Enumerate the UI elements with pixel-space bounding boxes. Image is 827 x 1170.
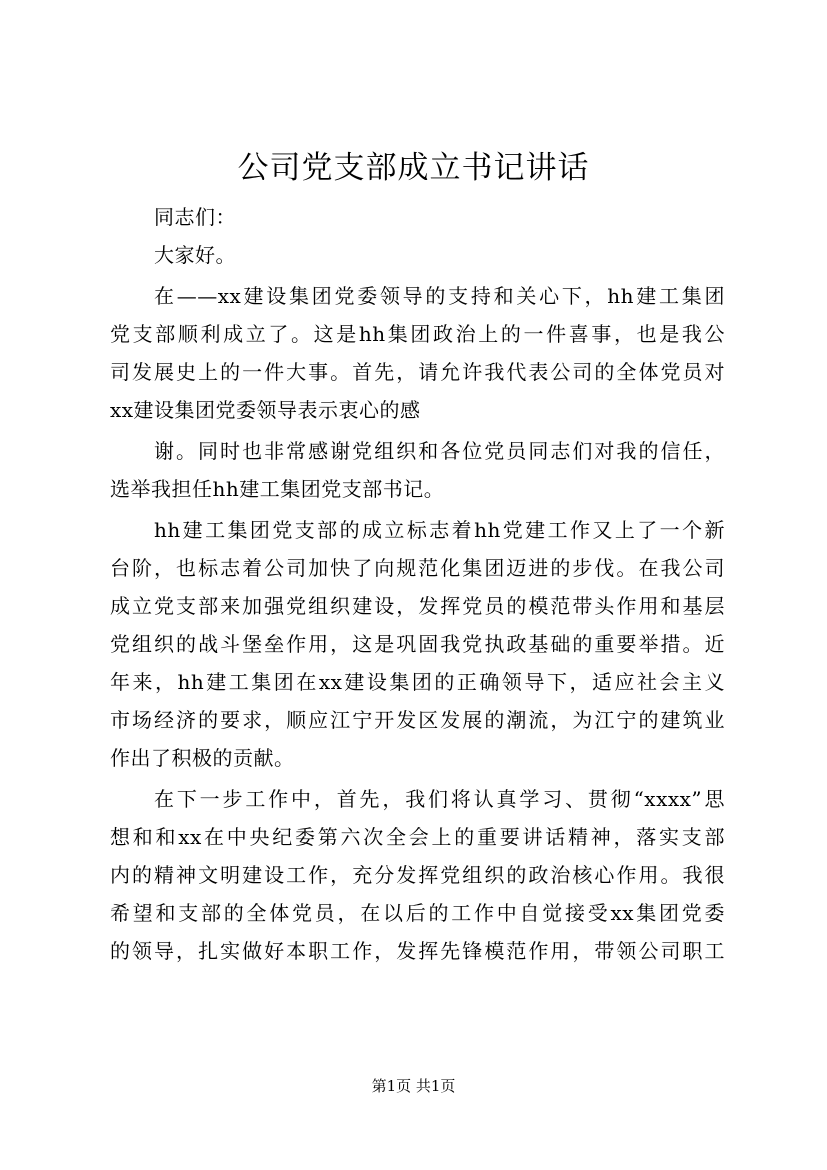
- page-footer: 第1页 共1页: [371, 1077, 456, 1095]
- paragraph-line: 台阶，也标志着公司加快了向规范化集团迈进的步伐。在我公司: [110, 556, 725, 580]
- paragraph-line: 想和和xx在中央纪委第六次全会上的重要讲话精神，落实支部: [110, 825, 725, 849]
- paragraph-line: 市场经济的要求，顺应江宁开发区发展的潮流，为江宁的建筑业: [110, 708, 725, 732]
- paragraph-line: 在下一步工作中，首先，我们将认真学习、贯彻“xxxx”思: [154, 787, 725, 811]
- paragraph-line: 的领导，扎实做好本职工作，发挥先锋模范作用，带领公司职工: [110, 939, 725, 963]
- paragraph-line: 在——xx建设集团党委领导的支持和关心下，hh建工集团: [154, 284, 725, 308]
- paragraph-line: 成立党支部来加强党组织建设，发挥党员的模范带头作用和基层: [110, 594, 725, 618]
- paragraph-line: 党支部顺利成立了。这是hh集团政治上的一件喜事，也是我公: [110, 322, 725, 346]
- paragraph-line: 选举我担任hh建工集团党支部书记。: [110, 477, 445, 501]
- salutation-line: 同志们：: [154, 205, 236, 229]
- paragraph-line: 年来，hh建工集团在xx建设集团的正确领导下，适应社会主义: [110, 670, 725, 694]
- document-body: [110, 198, 725, 970]
- paragraph-line: 作出了积极的贡献。: [110, 746, 295, 770]
- paragraph-line: 希望和支部的全体党员，在以后的工作中自觉接受xx集团党委: [110, 901, 725, 925]
- paragraph-line: 司发展史上的一件大事。首先，请允许我代表公司的全体党员对: [110, 360, 725, 384]
- document-title: 公司党支部成立书记讲话: [237, 150, 590, 186]
- greeting-line: 大家好。: [154, 243, 236, 267]
- paragraph-line: 内的精神文明建设工作，充分发挥党组织的政治核心作用。我很: [110, 863, 725, 887]
- paragraph-line: xx建设集团党委领导表示衷心的感: [110, 398, 421, 422]
- paragraph-line: hh建工集团党支部的成立标志着hh党建工作又上了一个新: [154, 518, 725, 542]
- paragraph-line: 党组织的战斗堡垒作用，这是巩固我党执政基础的重要举措。近: [110, 632, 725, 656]
- paragraph-line: 谢。同时也非常感谢党组织和各位党员同志们对我的信任，: [154, 439, 725, 463]
